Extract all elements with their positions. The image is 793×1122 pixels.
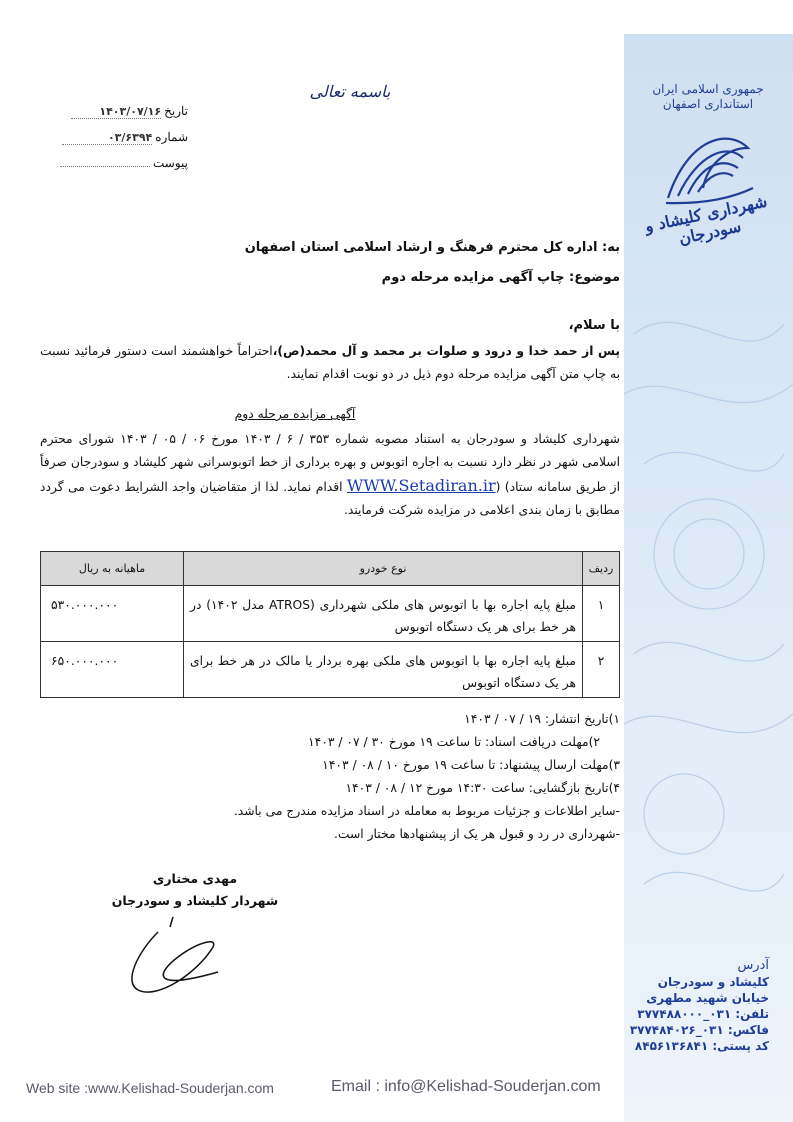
auction-table	[40, 551, 620, 698]
schedule-item: -سایر اطلاعات و جزئیات مربوط به معامله در اسناد مزایده مندرج می باشد.	[233, 804, 620, 818]
subject-line: موضوع: چاپ آگهی مزایده مرحله دوم	[381, 270, 620, 285]
signatory-block	[100, 868, 290, 912]
row-description: مبلغ پایه اجاره بها با اتوبوس های ملکی بهره بردار یا مالک در هر خط برای هر یک دستگاه اتوبوس	[184, 642, 583, 698]
row-number: ۲	[583, 642, 620, 698]
ad-body	[40, 428, 620, 522]
address-phone: تلفن: ۰۳۱_۳۷۷۴۸۸۰۰۰	[637, 1007, 769, 1021]
ad-title: آگهی مزایده مرحله دوم	[234, 407, 356, 421]
address-city: کلیشاد و سودرجان	[657, 975, 769, 989]
address-street: خیابان شهید مطهری	[646, 991, 769, 1005]
bird-logo-icon	[658, 118, 758, 208]
date-row	[28, 104, 188, 130]
letter-meta	[28, 104, 188, 182]
date-label: تاریخ	[164, 104, 188, 118]
schedule-item: -شهرداری در رد و قبول هر یک از پیشنهادها مختار است.	[334, 827, 620, 841]
emblem-municipality-name: شهرداری کلیشاد و سودرجان	[643, 191, 769, 249]
date-value: ۱۴۰۳/۰۷/۱۶	[71, 105, 161, 119]
header-monthly-rial: ماهیانه به ریال	[41, 552, 184, 586]
intro-paragraph	[40, 340, 620, 386]
address-block	[599, 958, 769, 1054]
recipient-line: به: اداره کل محترم فرهنگ و ارشاد اسلامی استان اصفهان	[244, 240, 620, 255]
setadiran-link[interactable]: WWW.Setadiran.ir	[346, 476, 496, 495]
table-row	[41, 586, 620, 642]
address-heading: آدرس	[737, 958, 769, 973]
number-row	[28, 130, 188, 156]
bismillah-heading: باسمه تعالی	[309, 82, 391, 101]
intro-rest: احتراماً خواهشمند است دستور فرمائید نسبت به چاپ متن آگهی مزایده مرحله دوم ذیل در دو نوبت اقدام نمایند.	[40, 344, 620, 381]
schedule-item: ۲)مهلت دریافت اسناد: تا ساعت ۱۹ مورخ ۳۰ / ۰۷ / ۱۴۰۳	[308, 735, 600, 749]
emblem-top-text: جمهوری اسلامی ایران استانداری اصفهان	[652, 82, 764, 111]
schedule-item: ۴)تاریخ بازگشایی: ساعت ۱۴:۳۰ مورخ ۱۲ / ۰۸ / ۱۴۰۳	[345, 781, 620, 795]
number-label: شماره	[155, 130, 188, 144]
footer-email[interactable]: Email : info@Kelishad-Souderjan.com	[331, 1078, 601, 1095]
greeting: با سلام،	[568, 318, 620, 333]
handwritten-signature	[118, 912, 228, 1002]
signatory-name: مهدی مختاری	[152, 871, 238, 886]
ad-body-part1: شهرداری کلیشاد و سودرجان به استناد مصوبه شماره ۳۵۳ / ۶ / ۱۴۰۳ مورخ ۰۶ / ۰۵ / ۱۴۰۳ شورای محترم اسلامی شهر در نظر دارد نسبت به اجاره اتوبوس و بهره برداری از خط اتوبوسرانی شهر کلیشاد و سودرجان صرفاً از طریق سامانه ستاد) (	[40, 432, 620, 494]
intro-bold: پس از حمد خدا و درود و صلوات بر محمد و آل محمد(ص)،	[272, 344, 620, 358]
schedule-list	[40, 708, 620, 846]
number-value: ۰۳/۶۳۹۴	[62, 131, 152, 145]
address-fax: فاکس: ۰۳۱_۳۷۷۴۸۴۰۲۶	[629, 1023, 769, 1037]
header-row-number: ردیف	[583, 552, 620, 586]
signatory-title: شهردار کلیشاد و سودرجان	[111, 893, 279, 908]
address-postal: کد پستی: ۸۴۵۶۱۳۶۸۴۱	[634, 1039, 769, 1053]
table-header-row	[41, 552, 620, 586]
footer-website[interactable]: Web site :www.Kelishad-Souderjan.com	[26, 1080, 274, 1096]
row-number: ۱	[583, 586, 620, 642]
row-description: مبلغ پایه اجاره بها با اتوبوس های ملکی شهرداری (ATROS مدل ۱۴۰۲) در هر خط برای هر یک دستگاه اتوبوس	[184, 586, 583, 642]
header-vehicle-type: نوع خودرو	[184, 552, 583, 586]
attachment-row	[28, 156, 188, 182]
municipality-emblem	[628, 80, 788, 250]
attachment-label: پیوست	[153, 156, 188, 170]
attachment-value	[60, 166, 150, 167]
schedule-item: ۱)تاریخ انتشار: ۱۹ / ۰۷ / ۱۴۰۳	[464, 712, 620, 726]
row-price: ۶۵۰.۰۰۰.۰۰۰	[41, 642, 184, 698]
ad-body-part2: اقدام نماید. لذا از متقاضیان واجد الشرایط دعوت می گردد مطابق با زمان بندی اعلامی در مزایده شرکت فرمایند.	[40, 480, 620, 517]
schedule-item: ۳)مهلت ارسال پیشنهاد: تا ساعت ۱۹ مورخ ۱۰ / ۰۸ / ۱۴۰۳	[322, 758, 620, 772]
table-row	[41, 642, 620, 698]
row-price: ۵۳۰.۰۰۰.۰۰۰	[41, 586, 184, 642]
